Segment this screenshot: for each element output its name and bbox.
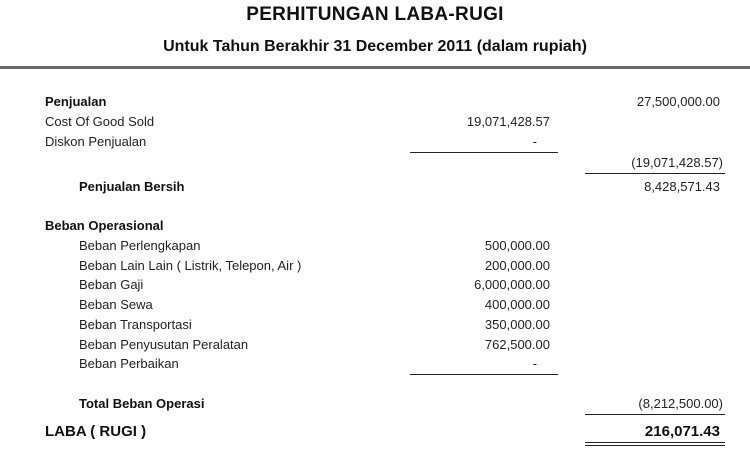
cogs-label: Cost Of Good Sold xyxy=(45,114,155,129)
deduction-underline xyxy=(585,173,725,174)
beban-row: Beban Perbaikan xyxy=(79,356,179,371)
beban-row-amount: 400,000.00 xyxy=(484,297,550,312)
penjualan-amount: 27,500,000.00 xyxy=(636,94,720,109)
beban-row: Beban Perlengkapan xyxy=(79,238,201,253)
penjualan-bersih-amount: 8,428,571.43 xyxy=(644,179,720,194)
laba-rugi-amount: 216,071.43 xyxy=(644,423,720,440)
beban-row: Beban Gaji xyxy=(79,277,144,292)
diskon-amount: - xyxy=(532,134,537,149)
total-beban-amount: (8,212,500.00) xyxy=(638,396,723,411)
beban-row-amount: 350,000.00 xyxy=(484,317,550,332)
beban-row: Beban Lain Lain ( Listrik, Telepon, Air ) xyxy=(79,258,302,273)
diskon-label: Diskon Penjualan xyxy=(45,134,147,149)
beban-row: Beban Sewa xyxy=(79,297,153,312)
laba-double-underline-1 xyxy=(585,442,725,443)
report-title: PERHITUNGAN LABA-RUGI xyxy=(246,4,504,25)
header-divider xyxy=(0,66,750,69)
laba-double-underline-2 xyxy=(585,445,725,446)
cogs-amount: 19,071,428.57 xyxy=(466,114,550,129)
penjualan-label: Penjualan xyxy=(45,94,107,109)
beban-row-amount: - xyxy=(532,356,537,371)
beban-row: Beban Transportasi xyxy=(79,317,192,332)
beban-row-amount: 6,000,000.00 xyxy=(474,277,550,292)
report-subtitle: Untuk Tahun Berakhir 31 December 2011 (dalam rupiah) xyxy=(163,38,587,55)
total-deduction-amount: (19,071,428.57) xyxy=(631,155,723,170)
subtotal-underline-2 xyxy=(410,374,558,375)
beban-row-amount: 762,500.00 xyxy=(484,337,550,352)
laba-rugi-label: LABA ( RUGI ) xyxy=(45,423,147,440)
beban-row-amount: 200,000.00 xyxy=(484,258,550,273)
beban-row: Beban Penyusutan Peralatan xyxy=(79,337,249,352)
beban-row-amount: 500,000.00 xyxy=(484,238,550,253)
total-beban-label: Total Beban Operasi xyxy=(79,396,205,411)
total-beban-underline xyxy=(585,414,725,415)
penjualan-bersih-label: Penjualan Bersih xyxy=(79,179,185,194)
subtotal-underline-1 xyxy=(410,152,558,153)
beban-operasional-label: Beban Operasional xyxy=(45,218,164,233)
